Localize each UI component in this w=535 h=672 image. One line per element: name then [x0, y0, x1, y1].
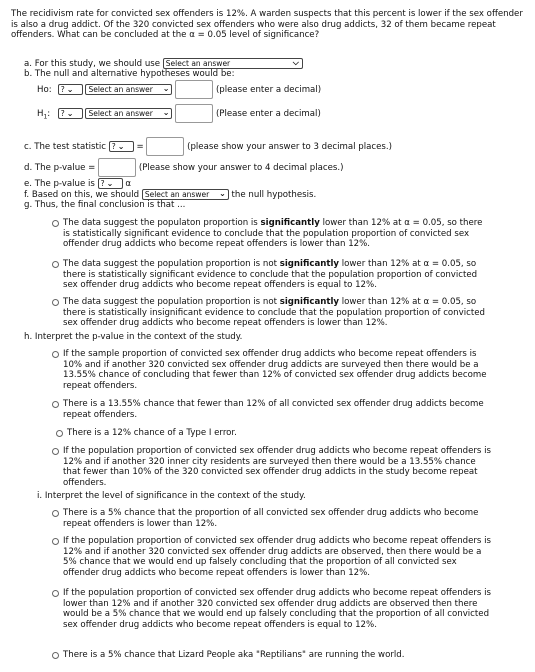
h1-value-input[interactable]	[175, 104, 213, 123]
conclusion-option-3[interactable]	[52, 297, 491, 329]
p-value-comparison-select[interactable]	[98, 178, 123, 189]
alpha-symbol: α	[125, 179, 132, 189]
h1-colon: :	[47, 109, 51, 119]
part-d	[24, 158, 343, 177]
h1-subscript: 1	[43, 113, 48, 121]
part-h-label: h. Interpret the p-value in the context of the study.	[24, 332, 243, 342]
h0-value-input[interactable]	[175, 80, 213, 99]
part-b-label: b. The null and alternative hypotheses would be:	[24, 69, 235, 79]
select-text: Select an answer	[88, 85, 153, 94]
radio-button[interactable]	[52, 448, 59, 455]
select-text: ?	[100, 179, 105, 188]
test-statistic-input[interactable]	[146, 137, 184, 156]
radio-button[interactable]	[52, 510, 59, 517]
chevron-down-icon: ⌄	[106, 179, 114, 188]
option-text: The data suggest the population proportion is not	[63, 259, 280, 269]
p-value-input[interactable]	[98, 158, 136, 177]
part-c-hint: (please show your answer to 3 decimal places.)	[187, 142, 392, 152]
radio-button[interactable]	[52, 590, 59, 597]
select-text: ?	[111, 142, 116, 151]
equals-sign: =	[136, 142, 144, 152]
radio-button[interactable]	[52, 261, 59, 268]
option-text: If the population proportion of convicted sex offender drug addicts who become repeat offenders is lower than 12% and if another 320 convicted sex offender drug addicts are observed then there would be a 5% chance that we would end up falsely concluding that the proportion of all convicted sex offender drug addicts who become repeat offenders is equal to 12%.	[63, 588, 491, 630]
option-text: There is a 13.55% chance that fewer than 12% of all convicted sex offender drug addicts become repeat offenders.	[63, 399, 484, 420]
option-text: If the sample proportion of convicted sex offender drug addicts who become repeat offenders is 10% and if another 320 convicted sex offender drug addicts are surveyed then there would be a 13.55% chance of concluding that fewer than 12% of convicted sex offender drug addicts become repeat offenders.	[63, 349, 487, 391]
chevron-down-icon: ⌄	[66, 85, 74, 94]
chevron-down-icon: ⌄	[66, 109, 74, 118]
test-type-select[interactable]	[163, 58, 303, 69]
conclusion-option-1[interactable]	[52, 218, 491, 250]
chevron-down-icon: ⌄	[219, 189, 226, 198]
option-text: The data suggest the population proportion is not	[63, 297, 280, 307]
p-value-interpretation-option-1[interactable]	[52, 349, 491, 391]
select-text: ?	[60, 85, 65, 94]
chevron-down-icon: ⌄	[162, 108, 170, 117]
radio-button[interactable]	[52, 220, 59, 227]
problem-statement: The recidivism rate for convicted sex offenders is 12%. A warden suspects that this percent is lower if the sex offender is also a drug addict. Of the 320 convicted sex offenders who were also drug addicts, 32 of them became repeat offenders. What can be concluded at the α = 0.05 level of significance?	[11, 9, 523, 41]
alt-hypothesis-row	[37, 104, 321, 123]
p-value-interpretation-option-4[interactable]	[52, 446, 491, 488]
h1-label	[37, 109, 55, 123]
option-text: If the population proportion of convicted sex offender drug addicts who become repeat offenders is 12% and if another 320 convicted sex offender drug addicts are observed, then there would be a 5% chance that we would end up falsely concluding that the proportion of all convicted sex offender drug addicts who become repeat offenders is lower than 12%.	[63, 536, 491, 578]
part-f-label: f. Based on this, we should	[24, 190, 140, 200]
significance-interpretation-option-1[interactable]	[52, 508, 491, 529]
p-value-interpretation-option-2[interactable]	[52, 399, 491, 420]
option-text: If the population proportion of convicted sex offender drug addicts who become repeat offenders is 12% and if another 320 inner city residents are surveyed then there would be a 13.55% chance that fewer than 10% of the 320 convicted sex offender drug addicts in the study become repeat offenders.	[63, 446, 491, 488]
option-text: lower than 12% at α = 0.05, so there is statistically insignificant evidence to conclude that the population proportion of convicted sex offender drug addicts who become repeat offenders is lower than 12%.	[63, 297, 485, 329]
select-text: Select an answer	[88, 109, 153, 118]
radio-button[interactable]	[52, 351, 59, 358]
part-i-label: i. Interpret the level of significance in the context of the study.	[37, 491, 306, 501]
option-text: There is a 5% chance that Lizard People aka "Reptilians" are running the world.	[63, 650, 405, 660]
option-text: There is a 12% chance of a Type I error.	[67, 428, 237, 438]
test-statistic-symbol-select[interactable]	[109, 141, 134, 152]
radio-button[interactable]	[52, 401, 59, 408]
h0-parameter-select[interactable]	[85, 84, 172, 95]
h0-label: Ho:	[37, 85, 52, 95]
h0-hint: (please enter a decimal)	[215, 85, 322, 95]
radio-button[interactable]	[52, 538, 59, 545]
h1-letter: H	[37, 109, 44, 119]
option-text: The data suggest the populaton proportion is	[63, 218, 261, 228]
p-value-interpretation-option-3[interactable]	[56, 428, 491, 439]
h0-symbol-select[interactable]	[58, 84, 83, 95]
option-text: There is a 5% chance that the proportion of all convicted sex offender drug addicts who become repeat offenders is lower than 12%.	[63, 508, 479, 529]
radio-button[interactable]	[52, 299, 59, 306]
part-f	[24, 189, 316, 201]
decision-select[interactable]	[142, 189, 229, 200]
chevron-down-icon: ⌄	[162, 84, 170, 93]
select-text: ?	[60, 109, 65, 118]
option-text: lower than 12% at α = 0.05, so there is statistically significant evidence to conclude that the population proportion of convicted sex offender drug addicts who become repeat offenders is lower than 12%.	[63, 218, 483, 250]
h1-symbol-select[interactable]	[58, 108, 83, 119]
part-e-label: e. The p-value is	[24, 179, 95, 189]
part-d-hint: (Please show your answer to 4 decimal places.)	[138, 163, 344, 173]
select-text: Select an answer	[144, 190, 210, 199]
select-text: Select an answer	[165, 59, 231, 68]
null-hypothesis-row	[37, 80, 321, 99]
chevron-down-icon: ⌵	[292, 58, 299, 67]
option-bold-text: significantly	[260, 218, 320, 228]
option-bold-text: significantly	[279, 259, 340, 269]
part-c	[24, 137, 392, 156]
part-a-label: a. For this study, we should use	[24, 59, 161, 69]
significance-interpretation-option-2[interactable]	[52, 536, 491, 578]
conclusion-option-2[interactable]	[52, 259, 491, 291]
significance-interpretation-option-3[interactable]	[52, 588, 491, 630]
radio-button[interactable]	[56, 430, 63, 437]
part-d-label: d. The p-value =	[24, 163, 96, 173]
h1-parameter-select[interactable]	[85, 108, 172, 119]
part-e	[24, 178, 131, 190]
part-c-label: c. The test statistic	[24, 142, 106, 152]
option-text: lower than 12% at α = 0.05, so there is statistically significant evidence to conclude that the population proportion of convicted sex offender drug addicts who become repeat offenders is equal to 12%.	[63, 259, 478, 291]
option-bold-text: significantly	[279, 297, 340, 307]
significance-interpretation-option-4[interactable]	[52, 650, 491, 661]
part-g-label: g. Thus, the final conclusion is that ...	[24, 200, 186, 210]
radio-button[interactable]	[52, 652, 59, 659]
chevron-down-icon: ⌄	[117, 142, 125, 151]
part-f-post: the null hypothesis.	[231, 190, 317, 200]
h1-hint: (Please enter a decimal)	[215, 109, 321, 119]
part-a	[24, 58, 303, 70]
